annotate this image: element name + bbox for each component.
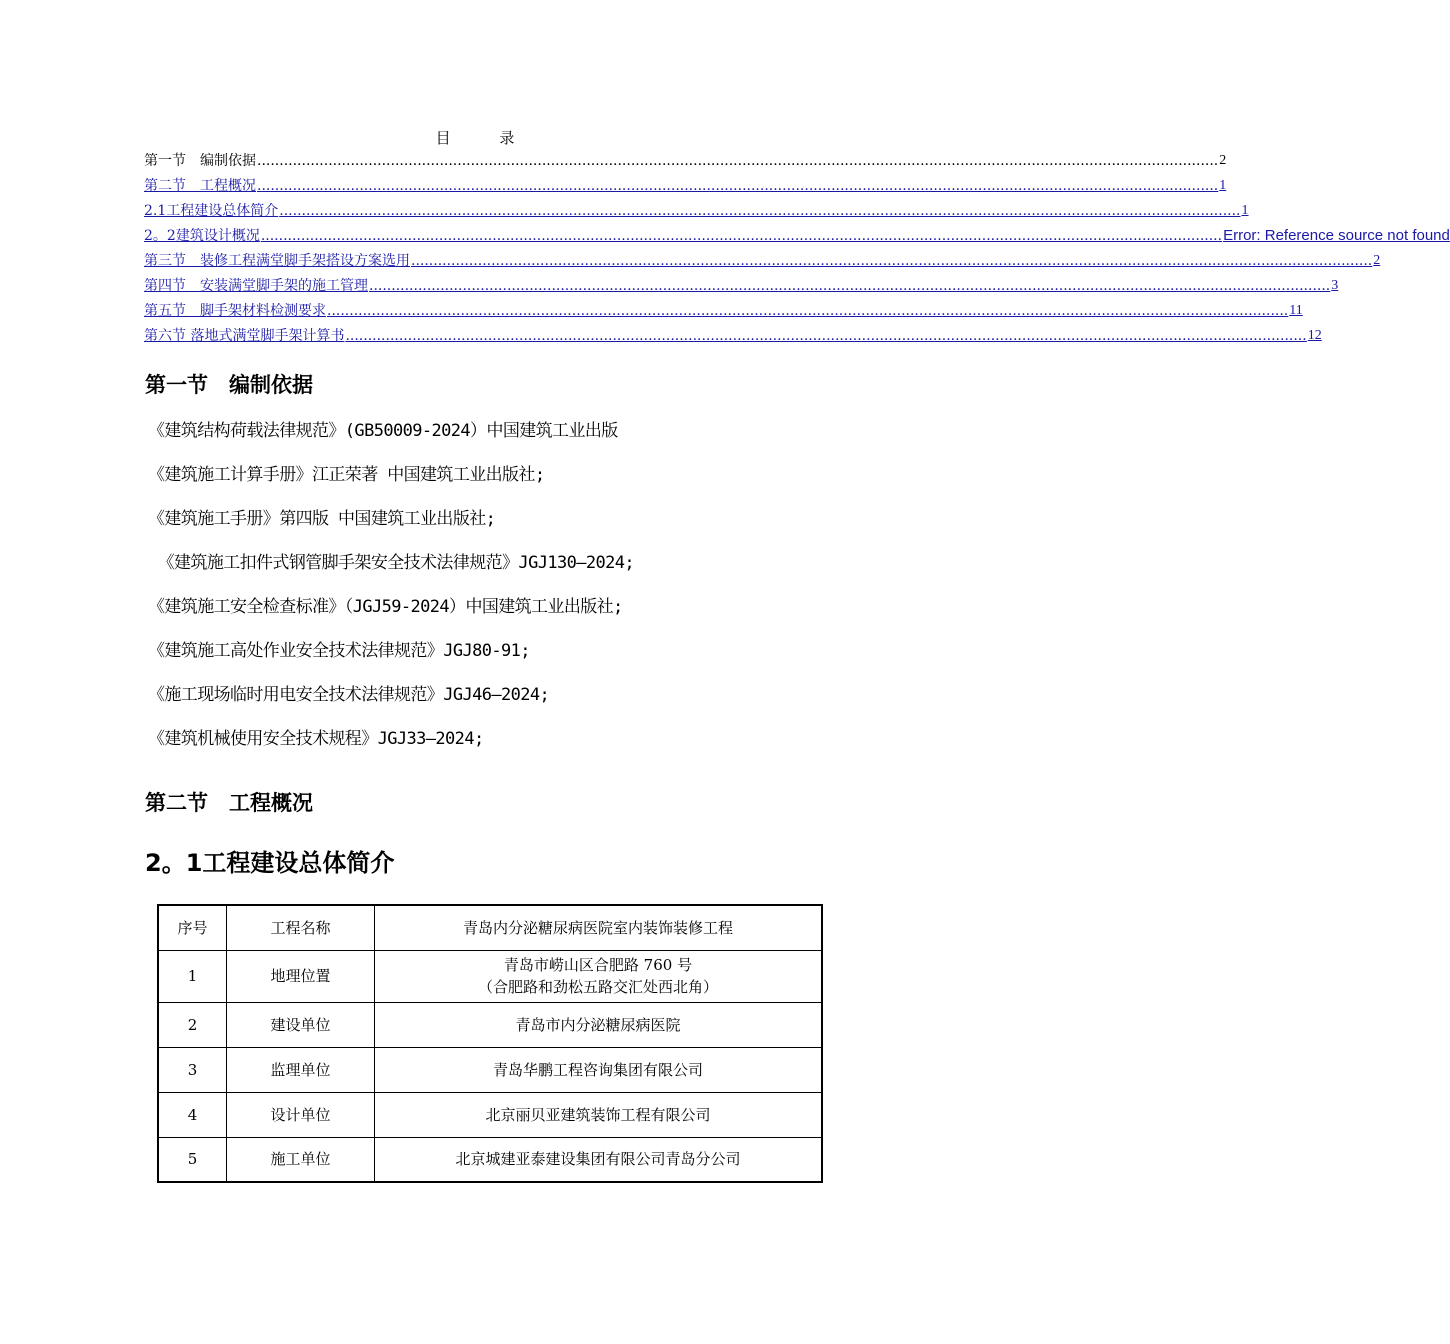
- toc-item-page[interactable]: 12: [1307, 328, 1322, 343]
- table-cell: 地理位置: [227, 950, 375, 1002]
- toc-item-2[interactable]: [144, 175, 1227, 195]
- reference-item-1: 《建筑结构荷载法律规范》(GB50009-2024）中国建筑工业出版: [148, 421, 618, 441]
- toc-item-3[interactable]: [144, 200, 1249, 220]
- toc-title-char-2: 录: [499, 129, 515, 147]
- toc-item-7[interactable]: [144, 300, 1303, 320]
- toc-leader-dots[interactable]: ........................................................................................................................................................................................................................: [279, 203, 1241, 219]
- toc-item-label[interactable]: 第五节 脚手架材料检测要求: [144, 303, 326, 319]
- toc-item-page[interactable]: Error: Reference source not found: [1223, 227, 1450, 244]
- table-cell: 1: [158, 950, 227, 1002]
- table-cell: 2: [158, 1002, 227, 1047]
- table-cell: 序号: [158, 905, 227, 950]
- table-cell: 青岛内分泌糖尿病医院室内装饰装修工程: [375, 905, 823, 950]
- toc-leader-dots[interactable]: ........................................................................................................................................................................................................................: [411, 253, 1373, 269]
- table-cell: 建设单位: [227, 1002, 375, 1047]
- table-cell: 工程名称: [227, 905, 375, 950]
- toc-item-page[interactable]: 1: [1219, 178, 1227, 193]
- toc-item-label: 第一节 编制依据: [144, 153, 256, 169]
- toc-item-label[interactable]: 第六节 落地式满堂脚手架计算书: [144, 328, 345, 344]
- section-heading-1: 第一节 编制依据: [145, 373, 313, 397]
- reference-item-2: 《建筑施工计算手册》江正荣著 中国建筑工业出版社;: [148, 465, 545, 485]
- table-cell-line: 青岛市崂山区合肥路 760 号: [503, 956, 693, 974]
- table-cell: 3: [158, 1047, 227, 1092]
- toc-item-page[interactable]: 11: [1289, 303, 1303, 318]
- table-row: [158, 950, 822, 1002]
- toc-leader-dots[interactable]: ........................................................................................................................................................................................................................: [257, 178, 1219, 194]
- reference-item-5: 《建筑施工安全检查标准》（JGJ59-2024）中国建筑工业出版社;: [148, 597, 623, 617]
- table-cell-line: （合肥路和劲松五路交汇处西北角）: [477, 978, 718, 996]
- toc-item-page[interactable]: 1: [1241, 203, 1249, 218]
- toc-title: [0, 127, 950, 148]
- project-info-table: [157, 904, 823, 1183]
- table-cell: 施工单位: [227, 1137, 375, 1182]
- table-cell: 4: [158, 1092, 227, 1137]
- table-cell: 北京丽贝亚建筑装饰工程有限公司: [375, 1092, 823, 1137]
- toc-item-6[interactable]: [144, 275, 1339, 295]
- table-row: [158, 1002, 822, 1047]
- reference-item-8: 《建筑机械使用安全技术规程》JGJ33—2024;: [148, 729, 484, 749]
- table-cell: 监理单位: [227, 1047, 375, 1092]
- toc-item-page[interactable]: 2: [1373, 253, 1381, 268]
- toc-item-label[interactable]: 2。2建筑设计概况: [144, 228, 260, 244]
- toc-title-char-1: 目: [435, 129, 451, 147]
- table-cell: 设计单位: [227, 1092, 375, 1137]
- toc-item-page: 2: [1219, 153, 1227, 168]
- reference-item-3: 《建筑施工手册》第四版 中国建筑工业出版社;: [148, 509, 496, 529]
- toc-item-8[interactable]: [144, 325, 1322, 345]
- toc-leader-dots: ........................................................................................................................................................................................................................: [257, 153, 1219, 169]
- toc-item-1: [144, 150, 1227, 170]
- table-cell: 青岛华鹏工程咨询集团有限公司: [375, 1047, 823, 1092]
- toc-item-4[interactable]: [144, 225, 1450, 245]
- table-cell: 青岛市内分泌糖尿病医院: [375, 1002, 823, 1047]
- toc-leader-dots[interactable]: ........................................................................................................................................................................................................................: [345, 328, 1307, 344]
- reference-item-4: 《建筑施工扣件式钢管脚手架安全技术法律规范》JGJ130—2024;: [148, 553, 635, 573]
- subsection-heading: 2。1工程建设总体简介: [145, 849, 395, 877]
- table-cell: 5: [158, 1137, 227, 1182]
- table-row: [158, 1092, 822, 1137]
- table-cell: [375, 950, 823, 1002]
- reference-item-6: 《建筑施工高处作业安全技术法律规范》JGJ80-91;: [148, 641, 530, 661]
- table-row: [158, 1137, 822, 1182]
- toc-item-label[interactable]: 第二节 工程概况: [144, 178, 256, 194]
- toc-item-page[interactable]: 3: [1331, 278, 1339, 293]
- reference-item-7: 《施工现场临时用电安全技术法律规范》JGJ46—2024;: [148, 685, 550, 705]
- toc-item-5[interactable]: [144, 250, 1381, 270]
- toc-item-label[interactable]: 第四节 安装满堂脚手架的施工管理: [144, 278, 368, 294]
- table-header-row: [158, 905, 822, 950]
- toc-leader-dots[interactable]: ........................................................................................................................................................................................................................: [369, 278, 1331, 294]
- toc-leader-dots[interactable]: ........................................................................................................................................................................................................................: [327, 303, 1289, 319]
- table-cell: 北京城建亚泰建设集团有限公司青岛分公司: [375, 1137, 823, 1182]
- table-row: [158, 1047, 822, 1092]
- toc-leader-dots[interactable]: ........................................................................................................................................................................................................................: [260, 228, 1223, 244]
- toc-item-label[interactable]: 2.1工程建设总体简介: [144, 203, 279, 219]
- toc-item-label[interactable]: 第三节 装修工程满堂脚手架搭设方案选用: [144, 253, 410, 269]
- section-heading-2: 第二节 工程概况: [145, 791, 313, 815]
